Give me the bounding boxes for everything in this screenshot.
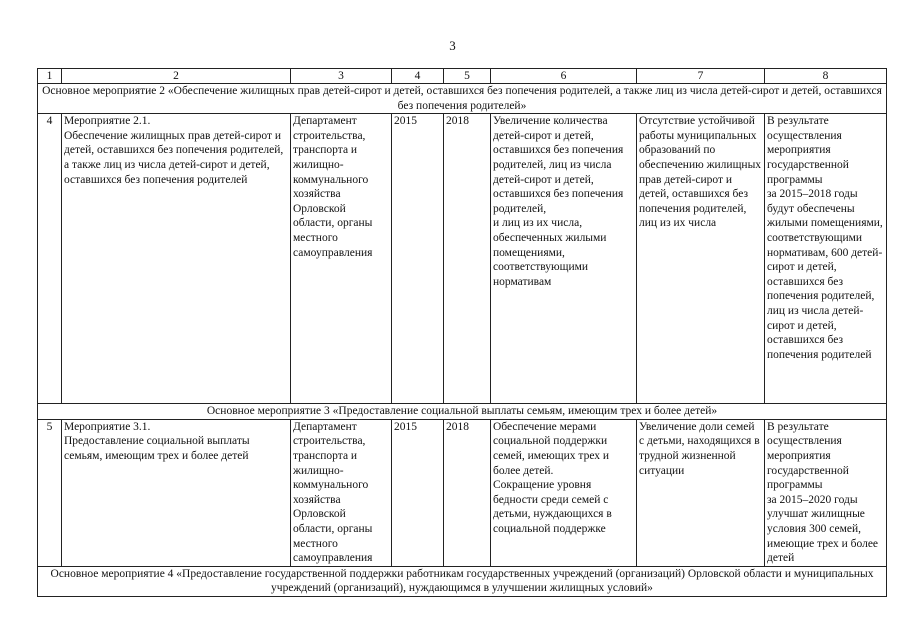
column-number: 7 (637, 69, 765, 84)
measures-table (37, 68, 887, 597)
expected-result: Увеличение количества детей-сирот и детей, оставшихся без попечения родителей, лиц из числа детей-сирот и детей, оставшихся без попечения родителей, и лиц из их числа, обеспеченных жилыми помещениями, соответствующими нормативам (491, 114, 637, 404)
section-title: Основное мероприятие 4 «Предоставление государственной поддержки работникам государственных учреждений (организаций) Орловской области и муниципальных учреждений (организаций), нуждающимся в улучшении жилищных условий» (38, 566, 887, 596)
expected-result: Обеспечение мерами социальной поддержки семей, имеющих трех и более детей. Сокращение уровня бедности среди семей с детьми, нуждающихся в социальной поддержке (491, 419, 637, 566)
measure-name: Мероприятие 2.1. Обеспечение жилищных прав детей-сирот и детей, оставшихся без попечения родителей, а также лиц из числа детей-сирот и детей, оставшихся без попечения родителей (62, 114, 291, 404)
indicator-effect: В результате осуществления мероприятия государственной программы за 2015–2018 годы будут обеспечены жилыми помещениями, соответствующими нормативам, 600 детей-сирот и детей, оставшихся без попечения родителей, лиц из числа детей-сирот и детей, оставшихся без попечения родителей (765, 114, 887, 404)
table-row (38, 419, 887, 566)
section-row (38, 84, 887, 114)
page-number: 3 (449, 38, 456, 53)
column-number: 5 (444, 69, 491, 84)
column-number: 1 (38, 69, 62, 84)
table-row (38, 114, 887, 404)
section-title: Основное мероприятие 2 «Обеспечение жилищных прав детей-сирот и детей, оставшихся без попечения родителей, а также лиц из числа детей-сирот и детей, оставшихся без попечения родителей» (38, 84, 887, 114)
section-row (38, 404, 887, 420)
column-number: 6 (491, 69, 637, 84)
end-year: 2018 (444, 419, 491, 566)
section-title: Основное мероприятие 3 «Предоставление социальной выплаты семьям, имеющим трех и более детей» (38, 404, 887, 420)
column-number: 8 (765, 69, 887, 84)
non-implementation-consequence: Отсутствие устойчивой работы муниципальных образований по обеспечению жилищных прав детей-сирот и детей, оставшихся без попечения родителей, лиц из их числа (637, 114, 765, 404)
column-number: 3 (291, 69, 392, 84)
indicator-effect: В результате осуществления мероприятия государственной программы за 2015–2020 годы улучшат жилищные условия 300 семей, имеющие трех и более детей (765, 419, 887, 566)
executor: Департамент строительства, транспорта и жилищно-коммунального хозяйства Орловской области, органы местного самоуправления (291, 114, 392, 404)
start-year: 2015 (392, 114, 444, 404)
end-year: 2018 (444, 114, 491, 404)
non-implementation-consequence: Увеличение доли семей с детьми, находящихся в трудной жизненной ситуации (637, 419, 765, 566)
section-row (38, 566, 887, 596)
measure-name: Мероприятие 3.1. Предоставление социальной выплаты семьям, имеющим трех и более детей (62, 419, 291, 566)
column-number: 4 (392, 69, 444, 84)
row-number: 4 (38, 114, 62, 404)
column-number: 2 (62, 69, 291, 84)
row-number: 5 (38, 419, 62, 566)
column-number-row (38, 69, 887, 84)
start-year: 2015 (392, 419, 444, 566)
executor: Департамент строительства, транспорта и жилищно-коммунального хозяйства Орловской области, органы местного самоуправления (291, 419, 392, 566)
